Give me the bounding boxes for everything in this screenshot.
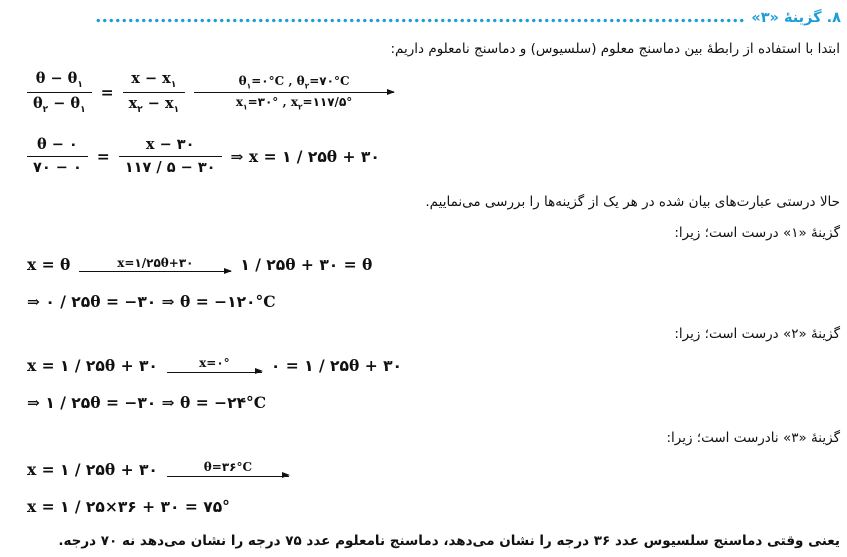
fraction-numerator: $x - x_۱$ (123, 69, 186, 93)
implies-result: ⇒ x = ۱ / ۲۵θ + ۳۰ (230, 147, 380, 167)
option1-equation-line2: ⇒ ۰ / ۲۵θ = −۳۰ ⇒ θ = −۱۲۰°C (27, 292, 276, 312)
fraction-denominator: $\theta_۲ - \theta_۱$ (33, 95, 86, 116)
option3-equation-line2: x = ۱ / ۲۵×۳۶ + ۳۰ = ۷۵° (27, 497, 230, 517)
right-arrow-icon (79, 271, 231, 272)
option1-heading: گزینهٔ «۱» درست است؛ زیرا: (674, 224, 840, 241)
fraction-denominator: ۱۱۷ / ۵ − ۳۰ (124, 159, 216, 177)
condition-arrow (79, 256, 231, 274)
arrow-label-top: $\theta_۱=۰^\circ C$ , $\theta_۲=۷۰^\circ C$ (238, 73, 350, 90)
fraction-x (123, 69, 186, 117)
right-arrow-icon (167, 476, 289, 477)
fraction-numerator: $\theta - \theta_۱$ (27, 69, 92, 93)
fraction-denominator: $x_۲ - x_۱$ (128, 95, 180, 116)
fraction-x-numeric (119, 135, 222, 179)
right-arrow-icon (167, 372, 262, 373)
fraction-denominator: ۷۰ − ۰ (33, 159, 82, 177)
fraction-numerator: x − ۳۰ (119, 135, 222, 157)
equation-left: x = ۱ / ۲۵θ + ۳۰ (27, 460, 158, 480)
option1-equation-line1 (27, 247, 847, 283)
equals-sign: = (96, 147, 110, 167)
option3-heading: گزینهٔ «۳» نادرست است؛ زیرا: (666, 429, 840, 446)
option3-equation-line1 (27, 452, 847, 488)
option2-equation-line2: ⇒ ۱ / ۲۵θ = −۳۰ ⇒ θ = −۲۴°C (27, 393, 267, 413)
fraction-theta-numeric (27, 135, 88, 179)
equation-left: x = ۱ / ۲۵θ + ۳۰ (27, 356, 158, 376)
option2-equation-line1 (27, 348, 847, 384)
substitution-arrow (194, 74, 394, 113)
condition-arrow (167, 460, 289, 478)
equals-sign: = (100, 83, 114, 103)
review-text: حالا درستی عبارت‌های بیان شده در هر یک از گزینه‌ها را بررسی می‌نماییم. (425, 193, 840, 210)
equation-right: ۰ = ۱ / ۲۵θ + ۳۰ (270, 356, 403, 376)
arrow-label-top: x=۰° (199, 356, 230, 371)
arrow-label-top: θ=۳۶°C (203, 460, 253, 475)
equation-left: x = θ (27, 255, 71, 275)
intro-text: ابتدا با استفاده از رابطهٔ بین دماسنج معلوم (سلسیوس) و دماسنج نامعلوم داریم: (390, 41, 840, 57)
section-title: ۸. گزینهٔ «۳» (751, 10, 841, 26)
right-arrow-icon (194, 92, 394, 93)
fraction-numerator: θ − ۰ (27, 135, 88, 157)
option2-heading: گزینهٔ «۲» درست است؛ زیرا: (674, 325, 840, 342)
dotted-rule (95, 18, 746, 23)
equation-right: ۱ / ۲۵θ + ۳۰ = θ (240, 255, 373, 275)
arrow-label-bottom: $x_۱=۳۰^\circ$ , $x_۲=۱۱۷/۵^\circ$ (235, 94, 353, 112)
fraction-theta (27, 69, 92, 117)
arrow-label-top: x=۱/۲۵θ+۳۰ (117, 255, 194, 270)
condition-arrow (167, 356, 262, 374)
conclusion-text: یعنی وقتی دماسنج سلسیوس عدد ۳۶ درجه را نشان می‌دهد، دماسنج نامعلوم عدد ۷۵ درجه را نشان می‌دهد نه ۷۰ درجه. (58, 532, 840, 549)
section-header (0, 0, 847, 27)
equation-general (27, 66, 847, 120)
equation-numeric (27, 130, 847, 184)
